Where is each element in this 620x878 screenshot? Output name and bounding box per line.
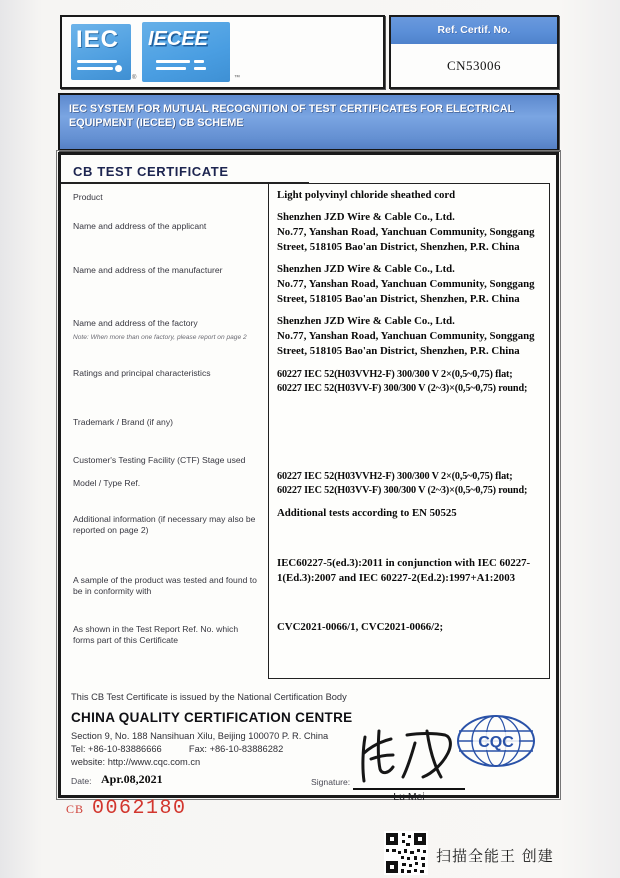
ncb-tel-fax (71, 744, 283, 754)
value-line: Shenzhen JZD Wire & Cable Co., Ltd. (277, 315, 455, 327)
row-label-factory: Name and address of the factory (73, 318, 198, 328)
issued-statement: This CB Test Certificate is issued by the National Certification Body (71, 692, 347, 702)
value-line: No.77, Yanshan Road, Yanchuan Community, Songgang Street, 518105 Bao'an District, Shenzhen, P.R. China (277, 225, 535, 253)
value-conformity: IEC60227-5(ed.3):2011 in conjunction with IEC 60227-1(Ed.3):2007 and IEC 60227-2(Ed.2):1997+A1:2003 (277, 557, 531, 584)
certificate-frame (58, 152, 559, 803)
ncb-tel: Tel: +86-10-83886666 (71, 744, 162, 754)
row-label-model: Model / Type Ref. (73, 478, 141, 488)
value-line: No.77, Yanshan Road, Yanchuan Community, Songgang Street, 518105 Bao'an District, Shenzhen, P.R. China (277, 329, 535, 357)
signature-line (353, 788, 465, 790)
iec-logo-text: IEC (76, 26, 120, 53)
iecee-logo-line (156, 60, 190, 63)
cb-stamp-number: 0062180 (92, 797, 187, 820)
certificate-title: CB TEST CERTIFICATE (73, 164, 229, 179)
iecee-logo-line (194, 60, 204, 63)
iec-logo-line (77, 67, 113, 70)
row-label-test-report: As shown in the Test Report Ref. No. which forms part of this Certificate (73, 624, 239, 645)
row-label-additional-info: Additional information (if necessary may also be reported on page 2) (73, 514, 256, 535)
iecee-logo-line (194, 67, 206, 70)
date-label: Date: (71, 776, 92, 786)
value-test-report: CVC2021-0066/1, CVC2021-0066/2; (277, 621, 444, 633)
value-line: 60227 IEC 52(H03VV-F) 300/300 V (2~3)×(0,5~0,75) round; (277, 485, 528, 497)
cb-stamp-prefix: CB (66, 802, 85, 816)
value-applicant (277, 210, 541, 255)
row-note-factory: Note: When more than one factory, please report on page 2 (73, 334, 247, 341)
value-product: Light polyvinyl chloride sheathed cord (277, 189, 456, 201)
iec-logo-dot (115, 65, 122, 72)
cb-stamp (66, 797, 187, 820)
cqc-logo-text: CQC (478, 734, 514, 751)
logo-box (60, 15, 385, 89)
ref-certif-box (389, 15, 559, 89)
value-additional-info: Additional tests according to EN 50525 (277, 507, 457, 519)
scheme-banner: IEC SYSTEM FOR MUTUAL RECOGNITION OF TEST CERTIFICATES FOR ELECTRICAL EQUIPMENT (IECEE) CB SCHEME (58, 93, 559, 151)
iecee-logo-text: IECEE (148, 28, 209, 50)
row-label-ratings: Ratings and principal characteristics (73, 368, 211, 378)
ncb-website: website: http://www.cqc.com.cn (71, 757, 201, 767)
ncb-name: CHINA QUALITY CERTIFICATION CENTRE (71, 710, 353, 725)
row-label-manufacturer: Name and address of the manufacturer (73, 265, 223, 275)
row-label-applicant: Name and address of the applicant (73, 221, 207, 231)
iecee-logo-icon (142, 22, 230, 82)
value-line: 60227 IEC 52(H03VV-F) 300/300 V (2~3)×(0,5~0,75) round; (277, 383, 528, 395)
value-manufacturer (277, 262, 541, 307)
scan-watermark-text: 扫描全能王 创建 (436, 847, 554, 865)
qr-code-icon (384, 831, 428, 878)
registered-mark: ® (132, 75, 137, 81)
value-line: Shenzhen JZD Wire & Cable Co., Ltd. (277, 211, 455, 223)
value-line: 60227 IEC 52(H03VVH2-F) 300/300 V 2×(0,5~0,75) flat; (277, 369, 513, 380)
iec-logo-icon (71, 24, 131, 80)
trademark-mark: ™ (234, 75, 240, 81)
signature-label: Signature: (311, 777, 351, 787)
value-line: No.77, Yanshan Road, Yanchuan Community, Songgang Street, 518105 Bao'an District, Shenzhen, P.R. China (277, 277, 535, 305)
value-box (268, 183, 550, 679)
row-label-trademark: Trademark / Brand (if any) (73, 417, 173, 427)
date-value: Apr.08,2021 (101, 772, 163, 786)
iec-logo-line (77, 60, 117, 63)
iecee-logo-line (156, 67, 186, 70)
value-line: Shenzhen JZD Wire & Cable Co., Ltd. (277, 263, 455, 275)
row-label-ctf: Customer's Testing Facility (CTF) Stage used (73, 455, 246, 465)
value-line: 60227 IEC 52(H03VVH2-F) 300/300 V 2×(0,5~0,75) flat; (277, 471, 513, 482)
handwritten-signature-icon (349, 723, 469, 792)
row-label-conformity: A sample of the product was tested and found to be in conformity with (73, 575, 257, 596)
value-ratings (277, 368, 541, 397)
ref-certif-label: Ref. Certif. No. (391, 17, 557, 44)
value-factory (277, 314, 541, 359)
row-label-product: Product (73, 192, 103, 202)
signature-name: Lu Mei (393, 791, 425, 803)
certificate-number: CN53006 (446, 57, 502, 73)
ncb-address: Section 9, No. 188 Nansihuan Xilu, Beijing 100070 P. R. China (71, 731, 329, 741)
ncb-fax: Fax: +86-10-83886282 (188, 744, 284, 754)
value-model (277, 470, 541, 499)
